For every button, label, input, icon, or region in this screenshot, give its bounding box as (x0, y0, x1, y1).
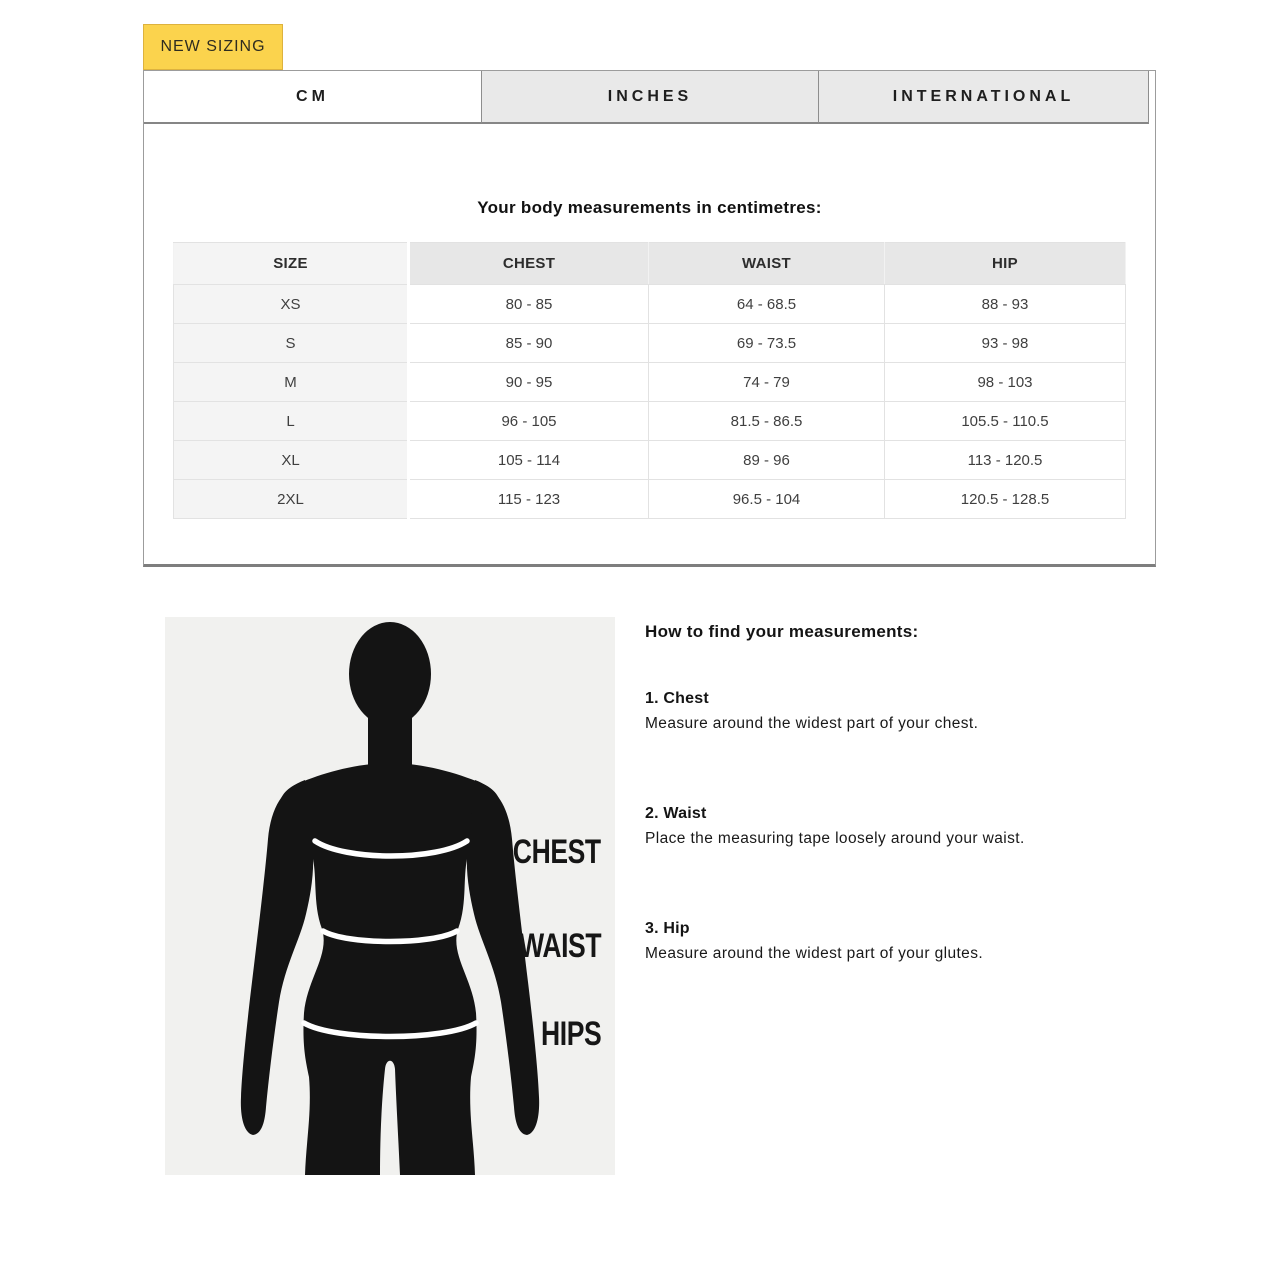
col-header-size: SIZE (174, 243, 409, 285)
waist-cell: 69 - 73.5 (649, 324, 885, 363)
instruction-hip-heading: 3. Hip (645, 920, 690, 937)
silhouette-torso (279, 763, 502, 1175)
instruction-chest-text: Measure around the widest part of your chest. (645, 715, 979, 732)
col-header-hip: HIP (885, 243, 1126, 285)
chest-figure-label: CHEST (513, 833, 601, 871)
instruction-waist-text: Place the measuring tape loosely around your waist. (645, 830, 1025, 847)
table-row (174, 285, 1126, 324)
instruction-chest (645, 690, 1135, 733)
tab-international[interactable]: INTERNATIONAL (819, 71, 1149, 124)
size-cell: XL (174, 441, 409, 480)
table-row (174, 441, 1126, 480)
table-header-row (174, 243, 1126, 285)
hip-cell: 105.5 - 110.5 (885, 402, 1126, 441)
new-sizing-badge: NEW SIZING (143, 24, 283, 70)
waist-cell: 64 - 68.5 (649, 285, 885, 324)
body-silhouette (165, 617, 615, 1175)
hip-cell: 113 - 120.5 (885, 441, 1126, 480)
waist-cell: 89 - 96 (649, 441, 885, 480)
size-cell: XS (174, 285, 409, 324)
silhouette-neck (368, 701, 412, 773)
silhouette-left-arm (241, 780, 313, 1135)
chest-cell: 90 - 95 (409, 363, 649, 402)
waist-figure-label: WAIST (518, 927, 601, 965)
chest-cell: 105 - 114 (409, 441, 649, 480)
waist-cell: 81.5 - 86.5 (649, 402, 885, 441)
hip-cell: 120.5 - 128.5 (885, 480, 1126, 519)
instruction-chest-heading: 1. Chest (645, 690, 709, 707)
instruction-hip-text: Measure around the widest part of your glutes. (645, 945, 984, 962)
waist-cell: 74 - 79 (649, 363, 885, 402)
instruction-waist (645, 805, 1135, 848)
col-header-chest: CHEST (409, 243, 649, 285)
table-row (174, 480, 1126, 519)
size-cell: 2XL (174, 480, 409, 519)
chest-cell: 96 - 105 (409, 402, 649, 441)
chest-cell: 80 - 85 (409, 285, 649, 324)
unit-tabs (144, 71, 1155, 124)
size-cell: L (174, 402, 409, 441)
hip-cell: 93 - 98 (885, 324, 1126, 363)
hip-cell: 88 - 93 (885, 285, 1126, 324)
size-cell: S (174, 324, 409, 363)
chest-cell: 85 - 90 (409, 324, 649, 363)
table-row (174, 363, 1126, 402)
size-guide-panel (143, 70, 1156, 567)
measurement-instructions (645, 622, 1135, 963)
table-row (174, 402, 1126, 441)
body-silhouette-image (165, 617, 615, 1175)
tab-cm[interactable]: CM (144, 71, 482, 124)
waist-cell: 96.5 - 104 (649, 480, 885, 519)
hips-figure-label: HIPS (540, 1015, 601, 1053)
table-title: Your body measurements in centimetres: (477, 198, 822, 217)
col-header-waist: WAIST (649, 243, 885, 285)
chest-cell: 115 - 123 (409, 480, 649, 519)
hip-cell: 98 - 103 (885, 363, 1126, 402)
size-table (173, 242, 1126, 519)
instruction-waist-heading: 2. Waist (645, 805, 707, 822)
instructions-title: How to find your measurements: (645, 622, 919, 641)
instruction-hip (645, 920, 1135, 963)
table-row (174, 324, 1126, 363)
tab-spacer (1149, 71, 1155, 124)
size-cell: M (174, 363, 409, 402)
tab-inches[interactable]: INCHES (482, 71, 819, 124)
